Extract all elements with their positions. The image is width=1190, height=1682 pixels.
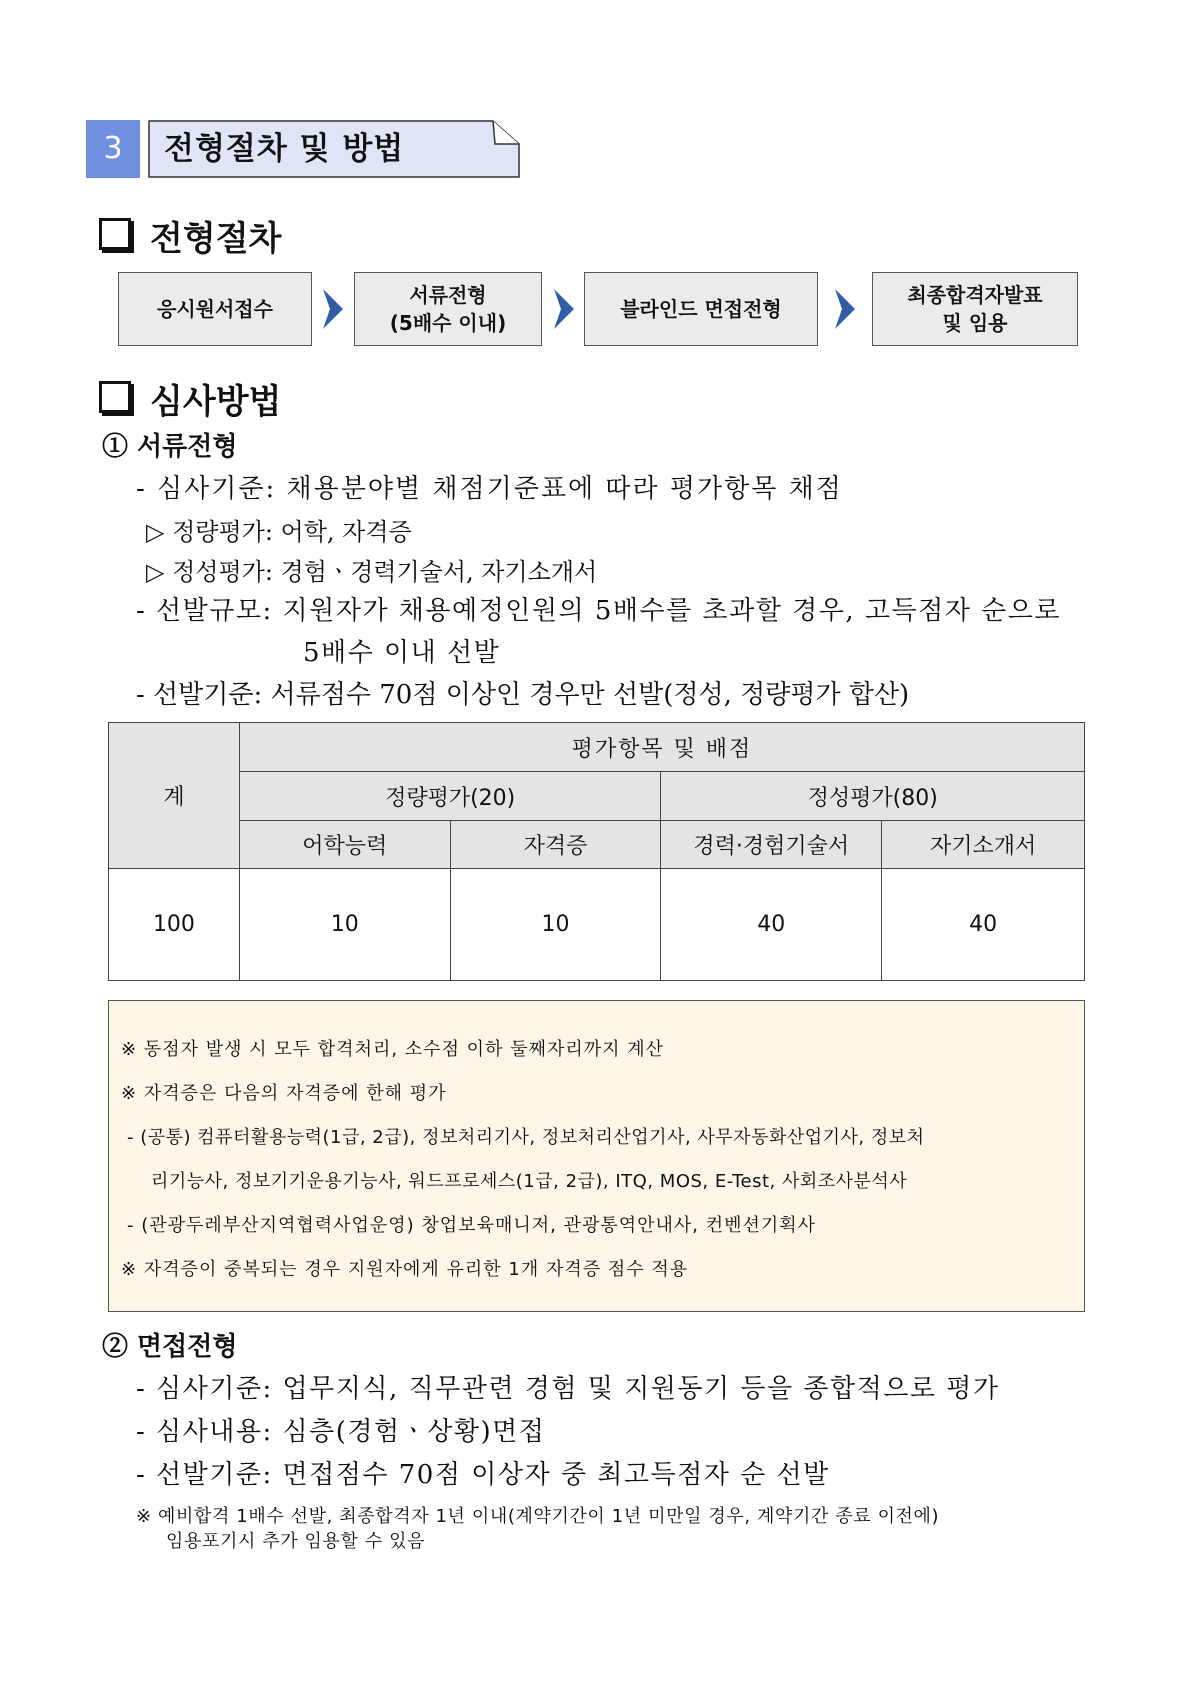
document-screening-title: ① 서류전형 [102, 432, 238, 462]
column-header: 자기소개서 [882, 821, 1085, 869]
section-title: 전형절차 및 방법 [164, 131, 405, 167]
flow-step-application [118, 272, 312, 346]
column-header: 자격증 [450, 821, 661, 869]
interview-title: ② 면접전형 [102, 1332, 238, 1362]
note-common-certs: - (공통) 컴퓨터활용능력(1급, 2급), 정보처리기사, 정보처리산업기사, 사무자동화산업기사, 정보처 [127, 1127, 925, 1148]
chevron-right-icon [321, 289, 343, 329]
total-header: 계 [109, 723, 240, 869]
column-header: 경력·경험기술서 [661, 821, 882, 869]
flow-step-document [354, 272, 542, 346]
score-value: 40 [661, 869, 882, 981]
qual-header: 정성평가(80) [661, 772, 1085, 821]
flow-step-line2: (5배수 이내) [389, 311, 507, 335]
total-value: 100 [109, 869, 240, 981]
procedure-heading: 전형절차 [150, 219, 282, 259]
chevron-right-icon [552, 289, 574, 329]
checkbox-square-icon [99, 218, 131, 250]
document-quant: ▷ 정량평가: 어학, 자격증 [146, 518, 412, 546]
interview-footnote-cont: 임용포기시 추가 임용할 수 있음 [166, 1531, 426, 1552]
quant-header: 정량평가(20) [239, 772, 661, 821]
flow-step-line1: 응시원서접수 [157, 297, 273, 321]
checkbox-square-icon [99, 381, 131, 413]
method-heading: 심사방법 [150, 382, 282, 422]
document-criteria: - 심사기준: 채용분야별 채점기준표에 따라 평가항목 채점 [136, 474, 843, 504]
section-title-box [148, 120, 520, 178]
note-tourism-certs: - (관광두레부산지역협력사업운영) 창업보육매니저, 관광통역안내사, 컨벤션기획사 [127, 1215, 817, 1236]
score-value: 40 [882, 869, 1085, 981]
interview-selection: - 선발기준: 면접점수 70점 이상자 중 최고득점자 순 선발 [136, 1460, 830, 1490]
notes-box [108, 1000, 1085, 1312]
interview-criteria: - 심사기준: 업무지식, 직무관련 경험 및 지원동기 등을 종합적으로 평가 [136, 1374, 1000, 1404]
chevron-right-icon [833, 289, 855, 329]
interview-footnote: ※ 예비합격 1배수 선발, 최종합격자 1년 이내(계약기간이 1년 미만일 경우, 계약기간 종료 이전에) [136, 1506, 940, 1527]
note-tie: ※ 동점자 발생 시 모두 합격처리, 소수점 이하 둘째자리까지 계산 [121, 1039, 664, 1060]
section-number: 3 [86, 120, 140, 178]
document-qual: ▷ 정성평가: 경험ㆍ경력기술서, 자기소개서 [146, 558, 598, 586]
flow-step-line1: 최종합격자발표 [907, 283, 1043, 307]
note-duplicate: ※ 자격증이 중복되는 경우 지원자에게 유리한 1개 자격증 점수 적용 [121, 1259, 689, 1280]
document-scale-cont: 5배수 이내 선발 [303, 638, 501, 668]
group-header: 평가항목 및 배점 [239, 723, 1084, 772]
flow-step-final [872, 272, 1078, 346]
document-selection: - 선발기준: 서류점수 70점 이상인 경우만 선발(정성, 정량평가 합산) [136, 680, 910, 710]
score-table [108, 722, 1085, 981]
flow-step-line2: 및 임용 [942, 311, 1008, 335]
note-cert: ※ 자격증은 다음의 자격증에 한해 평가 [121, 1083, 447, 1104]
flow-step-interview [584, 272, 818, 346]
note-common-certs-cont: 리기능사, 정보기기운용기능사, 워드프로세스(1급, 2급), ITQ, MOS, E-Test, 사회조사분석사 [151, 1171, 908, 1192]
interview-content: - 심사내용: 심층(경험ㆍ상황)면접 [136, 1417, 546, 1447]
flow-step-line1: 블라인드 면접전형 [620, 297, 782, 321]
score-value: 10 [239, 869, 450, 981]
document-scale: - 선발규모: 지원자가 채용예정인원의 5배수를 초과할 경우, 고득점자 순으로 [136, 596, 1061, 626]
score-value: 10 [450, 869, 661, 981]
column-header: 어학능력 [239, 821, 450, 869]
flow-step-line1: 서류전형 [409, 283, 487, 307]
